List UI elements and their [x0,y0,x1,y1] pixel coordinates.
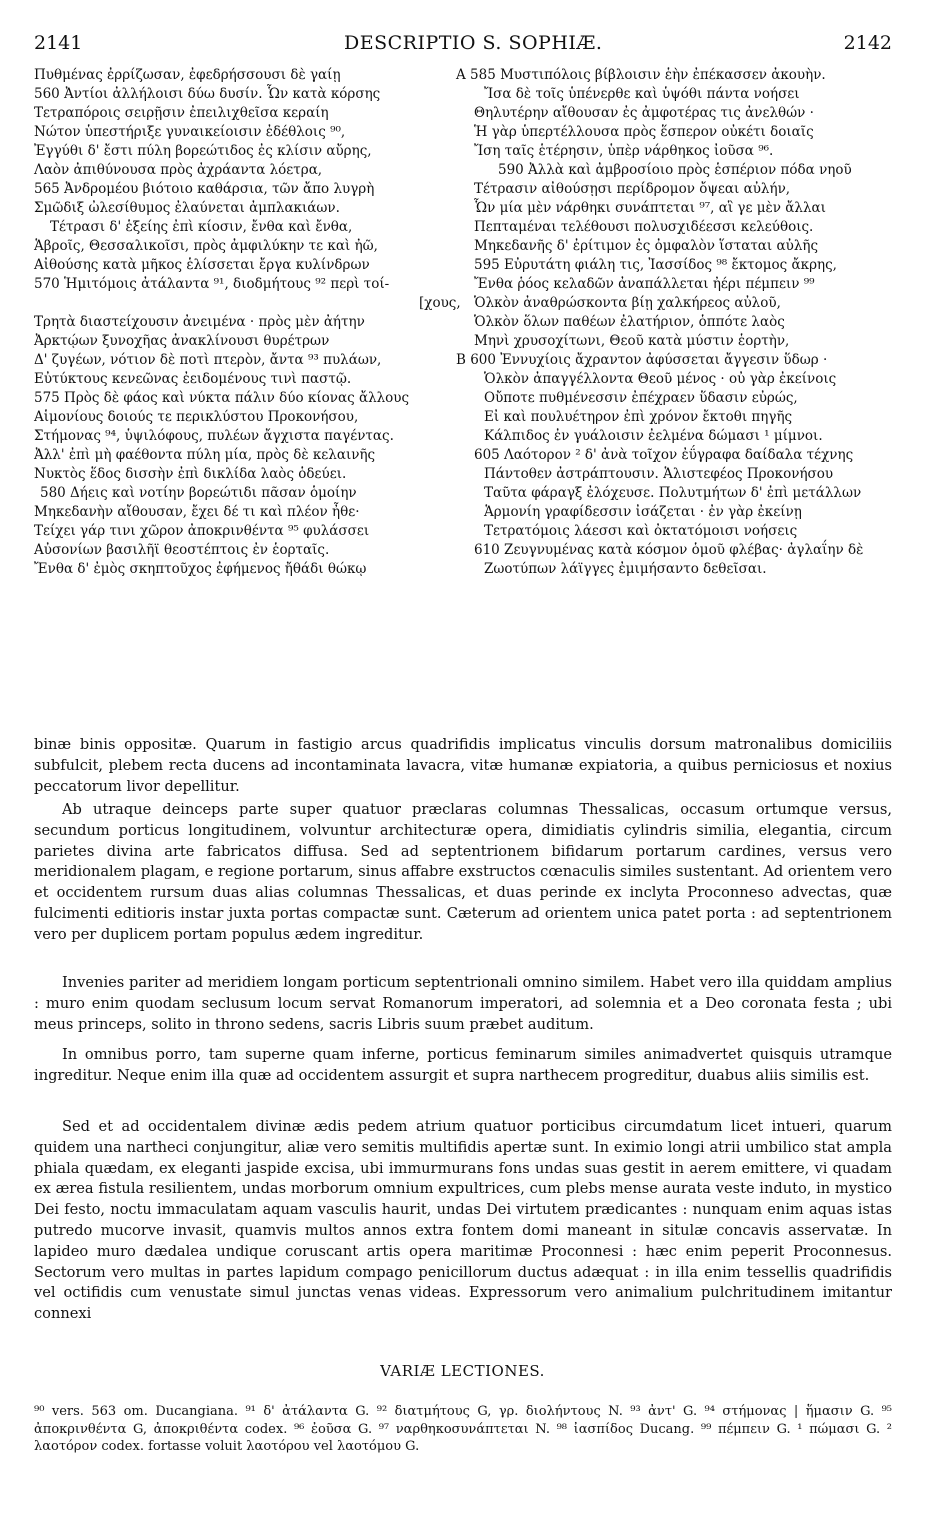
verse-line: Πεπταμέναι τελέθουσι πολυσχιδέεσσι κελεύθοις. [474,219,814,235]
verse-line: Ἴσα δὲ τοῖς ὑπένερθε καὶ ὑψόθι πάντα νοήσει [484,86,800,102]
latin-paragraph [34,735,892,797]
variae-lectiones-title: VARIÆ LECTIONES. [380,1362,545,1380]
verse-line: Πυθμένας ἐρρίζωσαν, ἐφεδρήσσουσι δὲ γαίῃ [34,67,341,83]
page-header [34,32,892,62]
verse-line: Τέτρασι δ' ἑξείης ἐπὶ κίοσιν, ἔνθα καὶ ἔνθα, [50,219,353,235]
verse-line: 560 Ἀντίοι ἀλλήλοισι δύω δυσίν. Ὧν κατὰ κόρσης [34,86,381,102]
verse-line: 580 Δήεις καὶ νοτίην βορεώτιδι πᾶσαν ὁμοίην [40,485,357,501]
latin-paragraph [34,973,892,1035]
verse-line: Λαὸν ἀπιθύνουσα πρὸς ἀχράαντα λόετρα, [34,162,323,178]
variae-lectiones-notes [34,1403,892,1456]
verse-line: Αἱμονίους δοιούς τε περικλύστου Προκονήσου, [34,409,359,425]
verse-line: Νώτον ὑπεστήριξε γυναικείοισιν ἐδέθλοις ⁹⁰, [34,124,346,140]
verse-line: 610 Ζευγνυμένας κατὰ κόσμον ὁμοῦ φλέβας· ἀγλαΐην δὲ [474,542,864,558]
verse-line: Στήμονας ⁹⁴, ὑψιλόφους, πυλέων ἄγχιστα παγέντας. [34,428,394,444]
latin-paragraph [34,1117,892,1325]
latin-paragraph-text: Sed et ad occidentalem divinæ ædis pedem atrium quatuor porticibus circumdatum licet intueri, quarum quidem una nartheci conjungitur, aliæ vero semitis multifidis apertæ sunt. In eximio longi atrii umbilico stat ampla phiala quædam, ex eleganti jaspide excisa, ubi immurmurans fons undas suas gestit in aerem emittere, vi quadam ex ærea fistula resilientem, undas morborum omnium expultrices, cum plebs mense aurata veste induto, in mystico Dei festo, noctu immaculatam aquam vasculis haurit, undas Dei virtutem prædicantes : nunquam enim aquas istas putredo mucorve invasit, quamvis multos annos extra fontem domi maneant in situlæ concavis asservatæ. In lapideo muro dædalea undique coruscant artis opera maritimæ Proconnesi : hæc enim peperit Proconnesus. Sectorum vero multas in partes lapidum compago penicillorum ductus adæquat : in illa enim tessellis quadrifidis vel octifidis cum venustate simul junctas venas videas. Expressorum vero animalium pulchritudinem imitantur connexi [34,1118,892,1323]
latin-paragraph-text: Invenies pariter ad meridiem longam porticum septentrionali omnino similem. Habet vero illa quiddam amplius : muro enim quodam seclusum locum servat Romanorum imperatori, ad solemnia et a Deo coronata festa ; ubi meus princeps, solito in throno sedens, sacris Libris suum præbet auditum. [34,974,892,1033]
verse-line: Ὁλκὸν ἀναθρώσκοντα βίῃ χαλκήρεος αὐλοῦ, [474,295,781,311]
verse-line: 590 Ἀλλὰ καὶ ἀμβροσίοιο πρὸς ἑσπέριον πόδα νηοῦ [498,162,852,178]
verse-line: B 600 Ἐννυχίοις ἄχραντον ἀφύσσεται ἄγγεσιν ὕδωρ · [456,352,828,368]
verse-line: Ἐγγύθι δ' ἔστι πύλη βορεώτιδος ἐς κλίσιν αὔρης, [34,143,372,159]
verse-line: Ἔνθα δ' ἐμὸς σκηπτοῦχος ἐφήμενος ἤθάδι θώκῳ [34,561,367,577]
latin-paragraph-text: Ab utraque deinceps parte super quatuor præclaras columnas Thessalicas, occasum ortumque versus, secundum porticus longitudinem, volvuntur architecturæ opera, dimidiatis cylindris similia, elegantia, circum parietes divina arte fabricatos diffusa. Sed ad septentrionem bifidarum portarum cardines, versus vero meridionalem plagam, e regione portarum, sinus affabre exstructos cœnaculis similes sustentant. Ad orientem vero et occidentem rursum duas alias columnas Thessalicas, et duas perinde ex inclyta Proconneso advectas, quæ fulcimenti editioris instar juxta portas compactæ sunt. Cæterum ad orientem unica patet porta : ad septentrionem vero per duplicem portam populus ædem ingreditur. [34,801,893,943]
verse-line: Εἰ καὶ πουλυέτηρον ἐπὶ χρόνον ἔκτοθι πηγῆς [484,409,793,425]
verse-line: 575 Πρὸς δὲ φάος καὶ νύκτα πάλιν δύο κίονας ἄλλους [34,390,410,406]
right-page-number: 2142 [843,32,892,54]
verse-line: 595 Εὐρυτάτη φιάλη τις, Ἰασσίδος ⁹⁸ ἔκτομος ἄκρης, [474,257,837,273]
verse-line: Θηλυτέρην αἴθουσαν ἐς ἀμφοτέρας τις ἀνελθών · [474,105,814,121]
verse-line: Μηκεδανὴν αἴθουσαν, ἔχει δέ τι καὶ πλέον ἦθε· [34,504,360,520]
verse-line: Ἴση ταῖς ἑτέρησιν, ὑπὲρ νάρθηκος ἰοῦσα ⁹⁶. [474,143,774,159]
verse-line: Αὐσονίων βασιλῆϊ θεοστέπτοις ἐν ἑορταῖς. [34,542,330,558]
verse-line: Ὁλκὸν ἀπαγγέλλοντα Θεοῦ μένος · οὐ γὰρ ἐκείνοις [484,371,837,387]
verse-line: 565 Ἀνδρομέου βιότοιο καθάρσια, τῶν ἄπο λυγρὴ [34,181,375,197]
verse-line: Οὔποτε πυθμένεσσιν ἐπέχραεν ὕδασιν εὐρώς, [484,390,798,406]
verse-line: A 585 Μυστιπόλοις βίβλοισιν ἑὴν ἐπέκασσεν ἀκουὴν. [456,67,826,83]
latin-paragraph [34,800,892,946]
verse-line: Αἰθούσης κατὰ μῆκος ἑλίσσεται ἔργα κυλίνδρων [34,257,370,273]
verse-line: Ὁλκὸν ὅλων παθέων ἐλατήριον, ὁππότε λαὸς [474,314,785,330]
verse-line: Μηκεδανῆς δ' ἐρίτιμον ἐς ὀμφαλὸν ἵσταται αὐλῆς [474,238,819,254]
verse-line: Ἁβροῖς, Θεσσαλικοῖσι, πρὸς ἀμφιλύκην τε καὶ ἠῶ, [34,238,378,254]
latin-paragraph-text: binæ binis oppositæ. Quarum in fastigio arcus quadrifidis implicatus vinculis dorsum matronalibus domiciliis subfulcit, plebem recta ducens ad incontaminata lavacra, vitæ humanæ expiatoria, a quibus perniciosus et noxius peccatorum livor depellitur. [34,736,892,795]
verse-line: Ἀρκτῴων ξυνοχῆας ἀνακλίνουσι θυρέτρων [34,333,330,349]
verse-line: Τρητὰ διαστείχουσιν ἀνειμένα · πρὸς μὲν ἀήτην [34,314,365,330]
verse-line: 570 Ἡμιτόμοις ἀτάλαντα ⁹¹, διοδμήτους ⁹² περὶ τοί- [34,276,390,292]
variant-note: ⁹⁰ vers. 563 om. Ducangiana. ⁹¹ δ' ἀτάλαντα G. ⁹² διατμήτους G, γρ. διολήντους N. ⁹³ ἀντ' G. ⁹⁴ στήμονας | ἥμασιν G. ⁹⁵ ἀποκρινθέντα G, ἀποκριθέντα codex. ⁹⁶ ἐοῦσα G. ⁹⁷ ναρθηκοσυνάπτεται N. ⁹⁸ ἰασπίδος Ducang. ⁹⁹ πέμπειν G. ¹ πώμασι G. ² λαοτόρον codex. fortasse voluit λαοτόρου vel λαοτόμου G. [34,1404,892,1454]
latin-paragraph-text: In omnibus porro, tam superne quam inferne, porticus feminarum similes animadvertet quisquis utramque ingreditur. Neque enim illa quæ ad occidentem assurgit et supra narthecem progreditur, duabus aliis similis est. [34,1046,892,1084]
verse-line: Ζωοτύπων λάϊγγες ἐμιμήσαντο δεθεῖσαι. [484,561,767,577]
verse-line: Ἀλλ' ἐπὶ μὴ φαέθοντα πύλη μία, πρὸς δὲ κελαινῆς [34,447,376,463]
verse-line: Ὧν μία μὲν νάρθηκι συνάπτεται ⁹⁷, αἳ γε μὲν ἄλλαι [474,200,826,216]
verse-line: Τετραπόροις σειρῇσιν ἐπειλιχθεῖσα κεραίη [34,105,329,121]
latin-paragraph [34,1045,892,1087]
verse-line: Ἔνθα ῥόος κελαδῶν ἀναπάλλεται ἠέρι πέμπειν ⁹⁹ [474,276,815,292]
verse-line: Ἡ γὰρ ὑπερτέλλουσα πρὸς ἕσπερον οὐκέτι δοιαῖς [474,124,814,140]
verse-line: Δ' ζυγέων, νότιον δὲ ποτὶ πτερὸν, ἄντα ⁹³ πυλάων, [34,352,382,368]
verse-line: Νυκτὸς ἕδος δισσὴν ἐπὶ δικλίδα λαὸς ὁδεύει. [34,466,347,482]
verse-line: Τέτρασιν αἰθούσῃσι περίδρομον ὄψεαι αὐλήν, [474,181,791,197]
verse-line: Εὐτύκτους κενεῶνας ἐειδομένους τινὶ παστῷ. [34,371,352,387]
verse-line: Τετρατόμοις λάεσσι καὶ ὀκτατόμοισι νοήσεις [484,523,798,539]
verse-line: Κάλπιδος ἐν γυάλοισιν ἐελμένα δώμασι ¹ μίμνοι. [484,428,823,444]
verse-line: Πάντοθεν ἀστράπτουσιν. Ἁλιστεφέος Προκονήσου [484,466,834,482]
verse-line: Μηνὶ χρυσοχίτωνι, Θεοῦ κατὰ μύστιν ἑορτὴν, [474,333,790,349]
verse-line: [χους, [419,295,461,311]
verse-line: 605 Λαότορον ² δ' ἀνὰ τοῖχον ἐΰγραφα δαίδαλα τέχνης [474,447,854,463]
left-page-number: 2141 [34,32,83,54]
verse-line: Σμῶδιξ ὠλεσίθυμος ἐλαύνεται ἀμπλακιάων. [34,200,340,216]
running-title: DESCRIPTIO S. SOPHIÆ. [344,32,603,54]
verse-line: Τείχει γάρ τινι χῶρον ἀποκρινθέντα ⁹⁵ φυλάσσει [34,523,370,539]
verse-line: Ταῦτα φάραγξ ἐλόχευσε. Πολυτμήτων δ' ἐπὶ μετάλλων [484,485,862,501]
verse-line: Ἁρμονίη γραφίδεσσιν ἰσάζεται · ἐν γὰρ ἐκείνῃ [484,504,802,520]
